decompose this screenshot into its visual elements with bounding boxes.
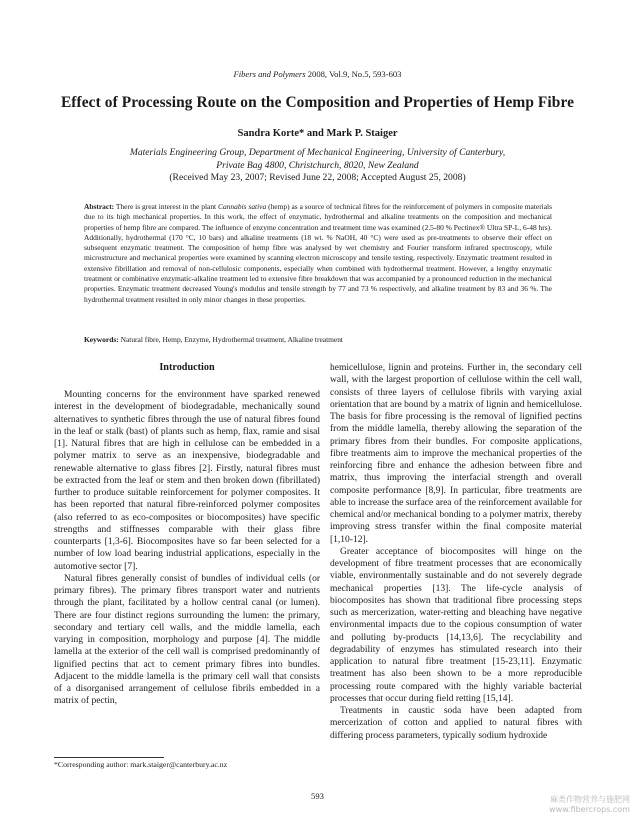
left-paragraph-1: Mounting concerns for the environment have sparked renewed interest in the development of biodegradable, mechanically sound alternatives to synthetic fibres through the use of natural fibres found in the leaf or stalk (bast) of plants such as hemp, flax, ramie and sisal [1]. Natural fibres that are high in cellulose can be embedded in a polymer matrix to serve as an inexpensive, biodegradable and renewable alternative to glass fibres [2]. Firstly, natural fibres must be extracted from the leaf or stem and then broken down (fibrillated) further to produce suitable reinforcement for polymer composites. It has been reported that natural fibre-reinforced polymer composites (also referred to as eco-composites or biocomposites) have specific strengths and stiffnesses comparable with their glass fibre counterparts [1,3-6]. Biocomposites have so far been selected for a number of low load bearing industrial applications, especially in the automotive sector [7]. bbox=[54, 390, 320, 572]
journal-citation bbox=[0, 69, 635, 79]
abstract-text-1: There is great interest in the plant bbox=[114, 202, 219, 211]
affiliation-line-2: Private Bag 4800, Christchurch, 8020, New Zealand bbox=[216, 160, 419, 171]
keywords-text: Natural fibre, Hemp, Enzyme, Hydrothermal treatment, Alkaline treatment bbox=[118, 335, 344, 344]
affiliation bbox=[60, 146, 575, 172]
journal-name: Fibers and Polymers bbox=[233, 69, 306, 79]
authors: Sandra Korte* and Mark P. Staiger bbox=[237, 128, 398, 139]
watermark-line-1: 麻类作物营养与施肥网 bbox=[550, 795, 630, 804]
left-column bbox=[54, 362, 320, 708]
affiliation-line-1: Materials Engineering Group, Department of Mechanical Engineering, University of Canterbury, bbox=[129, 147, 506, 158]
paper-title: Effect of Processing Route on the Composition and Properties of Hemp Fibre bbox=[60, 94, 575, 111]
corresponding-author-footnote: *Corresponding author: mark.staiger@canterbury.ac.nz bbox=[54, 760, 228, 769]
page-number: 593 bbox=[311, 791, 324, 801]
abstract bbox=[84, 202, 552, 305]
right-paragraph-2: Greater acceptance of biocomposites will hinge on the development of fibre treatment processes that are economically viable, environmentally sustainable and do not severely degrade mechanical properties [13]. The life-cycle analysis of biocomposites has shown that traditional fibre processing steps such as mercerization, water-retting and bleaching have negative environmental impacts due to the copious consumption of water and polluting by-products [14,13,6]. The recyclability and degradability of enzymes has stimulated research into their application to natural fibre treatment [15-23,11]. Enzymatic treatment has also been shown to be a more reproducible processing route compared with the highly variable bacterial processes that occur during field retting [15,14]. bbox=[330, 546, 582, 704]
abstract-label: Abstract: bbox=[84, 202, 115, 211]
introduction-heading: Introduction bbox=[159, 362, 215, 373]
watermark bbox=[510, 795, 630, 815]
watermark-line-2: www.fibercrops.com bbox=[549, 805, 630, 814]
keywords bbox=[84, 335, 552, 345]
footnote-divider bbox=[54, 757, 164, 758]
abstract-text-2: (hemp) as a source of technical fibres for the reinforcement of polymers in composite materials due to its high mechanical properties. In this work, the effect of enzymatic, hydrothermal and alkaline treatments on the composition and mechanical properties of hemp fibre are compared. The influence of enzyme concentration and treatment time was examined (2.5-80 % Pectinex® Ultra SP-L, 6-48 hrs). Additionally, hydrothermal (170 °C, 10 bars) and alkaline treatments (18 wt. % NaOH, 40 °C) were used as pre-treatments to observe their effect on subsequent enzymatic treatment. The composition of hemp fibre was analysed by wet chemistry and Fourier transform infrared spectroscopy, while microstructure and mechanical properties were examined by scanning electron microscopy and tensile testing, respectively. Enzymatic treatment resulted in extensive fibrillation and removal of non-cellulosic components, especially when combined with hydrothermal treatment. However, a lengthy enzymatic treatment or combinative enzymatic-alkaline treatment led to extensive fibre breakdown that was accompanied by a pronounced reduction in the mechanical properties. Enzymatic treatment decreased Young's modulus and tensile strength by 77 and 73 % respectively, and alkaline treatment by 83 and 36 %. The hydrothermal treatment resulted in only minor changes in these properties. bbox=[84, 202, 552, 304]
right-paragraph-3: Treatments in caustic soda have been adapted from mercerization of cotton and applied to natural fibres with differing process parameters, typically sodium hydroxide bbox=[330, 706, 582, 741]
left-paragraph-2: Natural fibres generally consist of bundles of individual cells (or primary fibres). The primary fibres transport water and nutrients through the plant, facilitated by a hollow central canal (or lumen). There are four distinct regions surrounding the lumen: the primary, secondary and tertiary cell walls, and the middle lamella, each varying in composition, morphology and purpose [4]. The middle lamella at the exterior of the cell wall is comprised predominantly of lignified pectins that act to cement primary fibres into bundles. Adjacent to the middle lamella is the primary cell wall that consists of a disorganised arrangement of cellulose fibrils embedded in a matrix of pectin, bbox=[54, 573, 320, 707]
right-paragraph-1: hemicellulose, lignin and proteins. Further in, the secondary cell wall, with the largest proportion of cellulose within the cell wall, consists of three layers of cellulose fibrils with varying axial orientation that are bound by a matrix of lignin and hemicellulose. The basis for fibre processing is the removal of lignified pectins from the middle lamella, thereby allowing the separation of the primary fibres from their bundles. For composite applications, fibre treatments aim to improve the mechanical properties of the reinforcing fibre and enhance the adhesion between fibre and matrix, thus improving the interfacial strength and overall composite performance [8,9]. In particular, fibre treatments are able to increase the surface area of the reinforcement available for chemical and/or mechanical bonding to a polymer matrix, thereby improving stress transfer within the final composite material [1,10-12]. bbox=[330, 363, 582, 545]
journal-volume: 2008, Vol.9, No.5, 593-603 bbox=[305, 69, 402, 79]
right-column bbox=[330, 362, 582, 742]
received-dates: (Received May 23, 2007; Revised June 22, 2008; Accepted August 25, 2008) bbox=[169, 172, 466, 183]
keywords-label: Keywords: bbox=[84, 335, 119, 344]
abstract-italic: Cannabis sativa bbox=[218, 202, 267, 211]
